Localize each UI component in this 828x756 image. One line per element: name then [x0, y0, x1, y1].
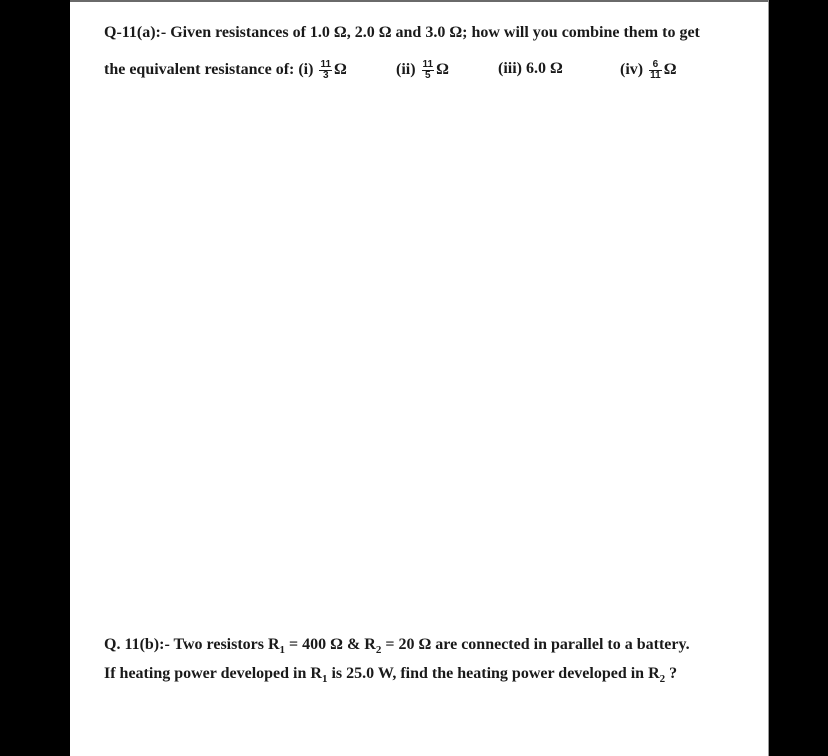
option-iv-label: (iv) [620, 61, 644, 79]
ohm-unit: Ω [436, 61, 449, 79]
fraction-denominator: 5 [425, 70, 431, 81]
question-11a-lead: the equivalent resistance of: (i) [104, 61, 314, 79]
q11b-text: Q. 11(b):- Two resistors R [104, 636, 280, 653]
question-11b-line-1 [104, 636, 690, 657]
question-11a-line-2 [104, 60, 347, 81]
subscript: 2 [659, 673, 666, 686]
fraction-numerator: 11 [422, 59, 434, 70]
fraction-option-iv [649, 60, 662, 81]
q11b-text: = 20 Ω are connected in parallel to a battery. [381, 636, 690, 653]
subscript: 1 [321, 673, 328, 686]
question-11a-line-1: Q-11(a):- Given resistances of 1.0 Ω, 2.0 Ω and 3.0 Ω; how will you combine them to get [104, 24, 700, 41]
q11b-text: is 25.0 W, find the heating power developed in R [327, 665, 660, 682]
q11b-text: If heating power developed in R [104, 665, 322, 682]
fraction-numerator: 6 [649, 60, 662, 71]
option-ii [396, 60, 449, 81]
subscript: 2 [375, 644, 382, 657]
question-11b-line-2 [104, 665, 678, 686]
page-top-edge [70, 0, 768, 2]
fraction-denominator: 3 [322, 70, 329, 81]
fraction-option-ii [422, 60, 435, 81]
option-ii-label: (ii) [396, 61, 416, 79]
q11b-text: ? [665, 665, 678, 682]
option-iv [620, 60, 677, 81]
fraction-option-i [319, 60, 332, 81]
fraction-denominator: 11 [650, 70, 661, 81]
fraction-numerator: 11 [320, 59, 332, 70]
option-iii: (iii) 6.0 Ω [498, 60, 563, 77]
ohm-unit: Ω [663, 61, 677, 79]
ohm-unit: Ω [334, 61, 347, 79]
subscript: 1 [279, 644, 286, 657]
q11b-text: = 400 Ω & R [285, 636, 376, 653]
